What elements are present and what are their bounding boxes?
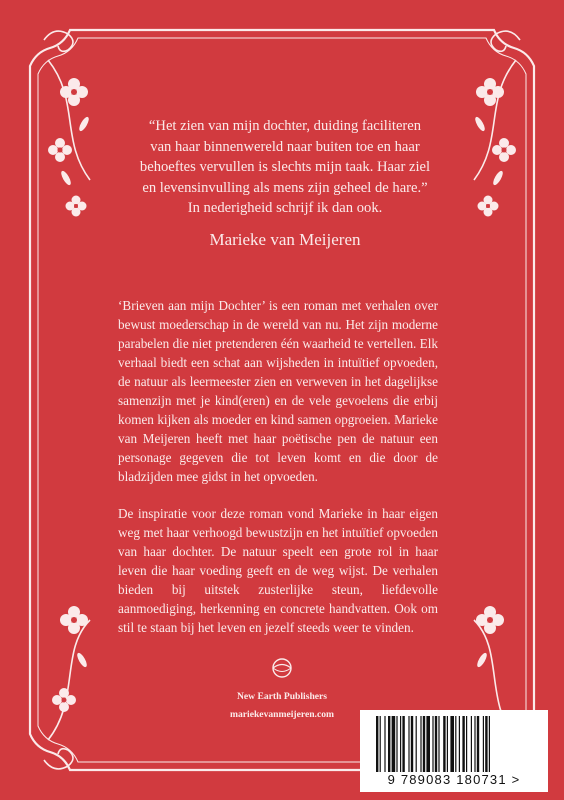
barcode-bar bbox=[420, 716, 421, 772]
barcode-bar bbox=[376, 716, 378, 772]
barcode-bar bbox=[416, 716, 417, 772]
barcode-bar bbox=[466, 716, 467, 772]
quote-line: van haar binnenwereld naar buiten toe en haar bbox=[150, 138, 420, 155]
barcode-bar bbox=[426, 716, 430, 772]
barcode-bar bbox=[380, 716, 381, 772]
barcode bbox=[360, 710, 548, 792]
barcode-bar bbox=[400, 716, 401, 772]
quote-line: en levensinvulling als mens zijn geheel de hare.” bbox=[142, 179, 428, 196]
barcode-bar bbox=[474, 716, 475, 772]
quote-line: In nederigheid schrijf ik dan ook. bbox=[187, 200, 383, 216]
barcode-bar bbox=[402, 716, 404, 772]
barcode-bar bbox=[443, 716, 445, 772]
barcode-bar bbox=[384, 716, 385, 772]
barcode-bar bbox=[485, 716, 487, 772]
blurb-paragraph-2: De inspiratie voor deze roman vond Marieke in haar eigen weg met haar verhoogd bewustzijn en het intuïtief opvoeden van haar dochter. De natuur speelt een grote rol in haar leven die haar voeding geeft en de weg wijst. De verhalen bieden bij uitstek zusterlijke steun, liefdevolle aanmoediging, herkenning en concrete handvatten. Ook om stil te staan bij het leven en jezelf steeds weer te vinden. bbox=[118, 506, 438, 635]
barcode-bar bbox=[447, 716, 448, 772]
barcode-bar bbox=[432, 716, 433, 772]
quote-line: “Het zien van mijn dochter, duiding faciliteren bbox=[148, 118, 422, 134]
publisher-logo-icon bbox=[268, 657, 296, 679]
barcode-bar bbox=[392, 716, 396, 772]
barcode-bar bbox=[450, 716, 454, 772]
barcode-bar bbox=[408, 716, 409, 772]
barcode-bars bbox=[374, 716, 534, 772]
barcode-bar bbox=[396, 716, 397, 772]
barcode-bar bbox=[438, 716, 439, 772]
barcode-bar bbox=[435, 716, 437, 772]
barcode-bar bbox=[388, 716, 390, 772]
barcode-bar bbox=[477, 716, 479, 772]
barcode-bar bbox=[455, 716, 456, 772]
publisher-name: New Earth Publishers bbox=[236, 691, 328, 702]
blurb bbox=[118, 296, 438, 655]
barcode-bar bbox=[489, 716, 490, 772]
barcode-bar bbox=[471, 716, 472, 772]
publisher-website: mariekevanmeijeren.com bbox=[230, 709, 334, 720]
barcode-bar bbox=[483, 716, 484, 772]
blurb-paragraph-1: ‘Brieven aan mijn Dochter’ is een roman met verhalen over bewust moederschap in de wereld van nu. Het zijn moderne parabelen die niet pretenderen één waarheid te vertellen. Elk verhaal biedt een schat aan wijsheden in intuïtief opvoeden, de natuur als leermeester zien en verweven in het dagelijkse samenzijn met je kind(eren) en de vele gevoelens die erbij komen kijken als moeder en kind samen opgroeien. Marieke van Meijeren heeft met haar poëtische pen de natuur een personage gegeven die tot leven komt en die door de bladzijden mee gidst in het opvoeden. bbox=[118, 298, 438, 484]
barcode-bar bbox=[459, 716, 460, 772]
barcode-bar bbox=[462, 716, 464, 772]
quote-line: behoeftes vervullen is slechts mijn taak. Haar ziel bbox=[139, 159, 431, 175]
barcode-bar bbox=[423, 716, 425, 772]
barcode-bar bbox=[411, 716, 413, 772]
quote-block bbox=[110, 116, 460, 219]
quote-author: Marieke van Meijeren bbox=[209, 230, 361, 249]
isbn-number: 9 789083 180731 > bbox=[387, 772, 521, 787]
